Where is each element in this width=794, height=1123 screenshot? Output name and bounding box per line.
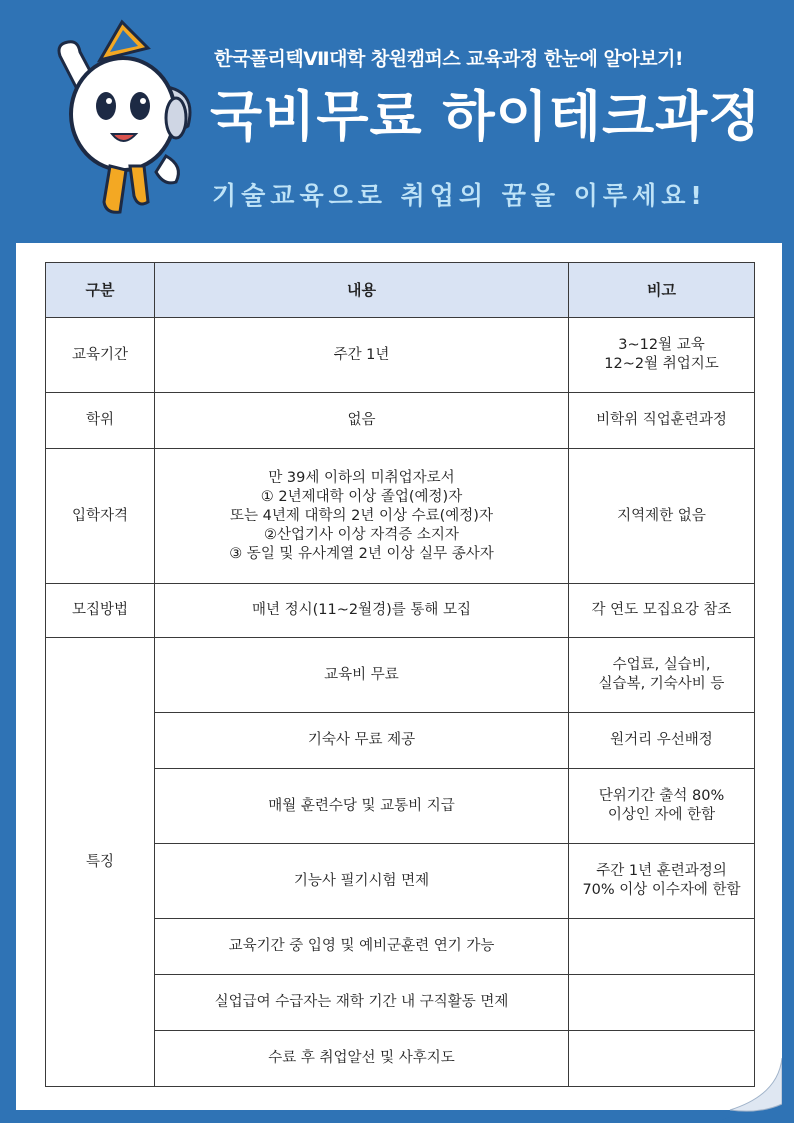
feature-content: 매월 훈련수당 및 교통비 지급 <box>155 769 569 844</box>
table-row-feature <box>46 638 755 713</box>
feature-content: 실업급여 수급자는 재학 기간 내 구직활동 면제 <box>155 975 569 1031</box>
row-note: 비학위 직업훈련과정 <box>569 393 755 449</box>
feature-note <box>569 844 755 919</box>
feature-note: 원거리 우선배정 <box>569 713 755 769</box>
table-row-qualification <box>46 449 755 584</box>
table-row-recruitment <box>46 584 755 638</box>
feature-content: 기능사 필기시험 면제 <box>155 844 569 919</box>
note-line: 70% 이상 이수자에 한함 <box>582 882 741 898</box>
content-line: 또는 4년제 대학의 2년 이상 수료(예정)자 <box>230 507 493 524</box>
table-row-education-period <box>46 318 755 393</box>
row-content: 없음 <box>155 393 569 449</box>
row-label: 모집방법 <box>46 584 155 638</box>
page-curl-icon <box>720 1040 794 1123</box>
header-content: 내용 <box>155 263 569 318</box>
feature-content: 교육기간 중 입영 및 예비군훈련 연기 가능 <box>155 919 569 975</box>
note-line: 주간 1년 훈련과정의 <box>596 863 727 879</box>
mascot-icon <box>48 16 198 216</box>
feature-note-empty <box>569 975 755 1031</box>
row-note: 각 연도 모집요강 참조 <box>569 584 755 638</box>
header-slogan: 기술교육으로 취업의 꿈을 이루세요! <box>212 181 707 210</box>
note-line: 3~12월 교육 <box>618 337 705 353</box>
feature-note <box>569 638 755 713</box>
row-label: 교육기간 <box>46 318 155 393</box>
row-content: 주간 1년 <box>155 318 569 393</box>
note-line: 이상인 자에 한함 <box>607 807 716 823</box>
row-note <box>569 318 755 393</box>
table-row-degree <box>46 393 755 449</box>
row-label-features: 특징 <box>46 638 155 1087</box>
feature-note <box>569 769 755 844</box>
note-line: 단위기간 출석 80% <box>598 788 725 804</box>
content-line: 만 39세 이하의 미취업자로서 <box>268 469 455 486</box>
row-label: 입학자격 <box>46 449 155 584</box>
row-content: 매년 정시(11~2월경)를 통해 모집 <box>155 584 569 638</box>
content-line: ②산업기사 이상 자격증 소지자 <box>264 526 459 543</box>
content-line: ③ 동일 및 유사계열 2년 이상 실무 종사자 <box>229 545 494 562</box>
content-line: ① 2년제대학 이상 졸업(예정)자 <box>260 488 463 505</box>
row-label: 학위 <box>46 393 155 449</box>
row-note: 지역제한 없음 <box>569 449 755 584</box>
curriculum-table <box>45 262 755 1087</box>
note-line: 수업료, 실습비, <box>612 657 711 673</box>
row-content <box>155 449 569 584</box>
page-title: 국비무료 하이테크과정 <box>210 85 762 148</box>
feature-content: 교육비 무료 <box>155 638 569 713</box>
feature-note-empty <box>569 919 755 975</box>
header-subtitle: 한국폴리텍Ⅶ대학 창원캠퍼스 교육과정 한눈에 알아보기! <box>214 48 684 70</box>
feature-content: 기숙사 무료 제공 <box>155 713 569 769</box>
note-line: 실습복, 기숙사비 등 <box>598 676 725 692</box>
table-header-row <box>46 263 755 318</box>
feature-content: 수료 후 취업알선 및 사후지도 <box>155 1031 569 1087</box>
header-banner <box>0 0 794 243</box>
header-note: 비고 <box>569 263 755 318</box>
header-category: 구분 <box>46 263 155 318</box>
note-line: 12~2월 취업지도 <box>604 356 719 372</box>
